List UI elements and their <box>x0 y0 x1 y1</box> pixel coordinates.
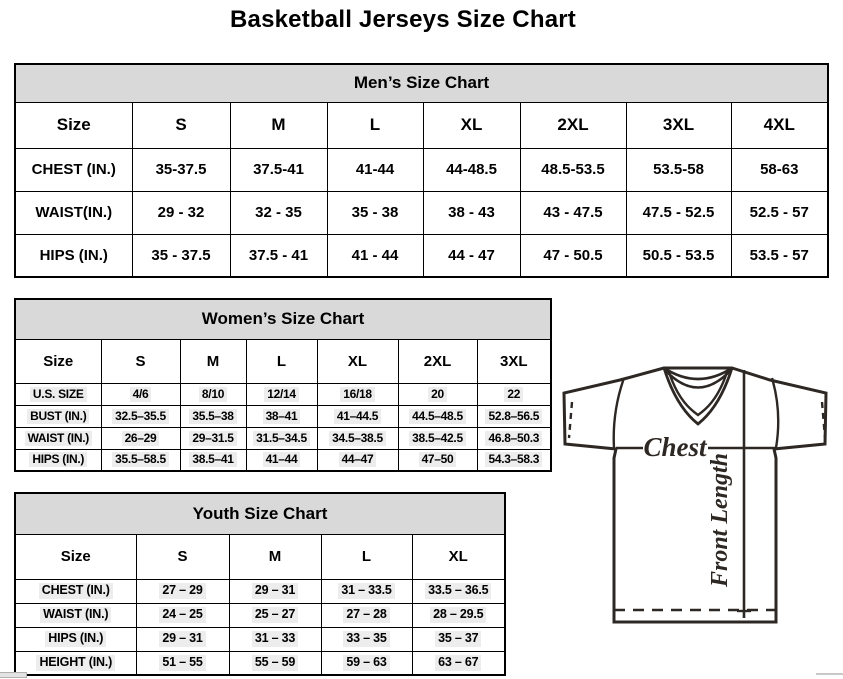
cell: 25 – 27 <box>252 607 298 623</box>
cell: 35 - 38 <box>327 191 423 234</box>
column-header: 4XL <box>731 102 828 148</box>
cell: 22 <box>504 387 523 402</box>
cell: 38.5–42.5 <box>409 431 466 446</box>
table-row <box>15 579 505 603</box>
column-header: XL <box>317 339 398 383</box>
row-label: CHEST (IN.) <box>39 583 113 599</box>
cell: 35 – 37 <box>435 631 481 647</box>
armhole-seam-right <box>772 378 778 448</box>
cell: 37.5-41 <box>230 148 327 191</box>
row-label: HEIGHT (IN.) <box>36 655 115 671</box>
table-row <box>15 383 551 405</box>
table-row <box>15 627 505 651</box>
cell: 47 - 50.5 <box>520 234 626 277</box>
table-row <box>15 534 505 579</box>
mens-size-table <box>14 63 829 278</box>
cell: 38 - 43 <box>423 191 520 234</box>
table-row <box>15 493 505 534</box>
cell: 47–50 <box>419 452 457 467</box>
cell: 41–44.5 <box>334 409 381 424</box>
row-label: U.S. SIZE <box>30 387 87 402</box>
table-row <box>15 234 828 277</box>
row-label: HIPS (IN.) <box>29 452 87 467</box>
column-header: S <box>136 534 229 579</box>
cell: 38.5–41 <box>189 452 236 467</box>
table-row <box>15 449 551 471</box>
column-header: 2XL <box>398 339 477 383</box>
table-row <box>15 148 828 191</box>
scrollbar-fragment-left[interactable] <box>0 672 27 678</box>
cell: 27 – 29 <box>159 583 205 599</box>
column-header: XL <box>412 534 505 579</box>
scrollbar-fragment-right[interactable] <box>816 673 843 675</box>
column-header-size: Size <box>15 534 136 579</box>
cell: 41-44 <box>327 148 423 191</box>
cuff-stitch-left <box>569 402 572 438</box>
cell: 12/14 <box>264 387 299 402</box>
cell: 31 – 33 <box>252 631 298 647</box>
table-row <box>15 102 828 148</box>
mens-chart-title: Men’s Size Chart <box>15 64 828 102</box>
cell: 35.5–38 <box>189 409 236 424</box>
table-row <box>15 603 505 627</box>
column-header-size: Size <box>15 102 132 148</box>
cell: 52.5 - 57 <box>731 191 828 234</box>
table-row <box>15 191 828 234</box>
cell: 59 – 63 <box>343 655 389 671</box>
row-label: WAIST (IN.) <box>25 431 92 446</box>
table-row <box>15 64 828 102</box>
cell: 26–29 <box>122 431 160 446</box>
column-header: S <box>101 339 180 383</box>
cell: 63 – 67 <box>435 655 481 671</box>
cell: 48.5-53.5 <box>520 148 626 191</box>
cell: 35-37.5 <box>132 148 230 191</box>
womens-size-table <box>14 298 552 472</box>
cell: 29 – 31 <box>159 631 205 647</box>
column-header-size: Size <box>15 339 101 383</box>
jersey-outline <box>564 368 826 622</box>
cell: 47.5 - 52.5 <box>626 191 731 234</box>
column-header: 2XL <box>520 102 626 148</box>
row-label: WAIST(IN.) <box>15 191 132 234</box>
column-header: M <box>180 339 246 383</box>
table-row <box>15 339 551 383</box>
cell: 29–31.5 <box>189 431 236 446</box>
column-header: L <box>246 339 317 383</box>
cell: 8/10 <box>199 387 227 402</box>
cell: 35 - 37.5 <box>132 234 230 277</box>
table-row <box>15 427 551 449</box>
cell: 41 - 44 <box>327 234 423 277</box>
jersey-measurement-diagram <box>556 360 838 652</box>
cell: 27 – 28 <box>343 607 389 623</box>
cell: 29 – 31 <box>252 583 298 599</box>
column-header: 3XL <box>477 339 551 383</box>
table-row <box>15 651 505 675</box>
cell: 33 – 35 <box>343 631 389 647</box>
cell: 38–41 <box>263 409 301 424</box>
cell: 44-48.5 <box>423 148 520 191</box>
row-label: WAIST (IN.) <box>40 607 111 623</box>
cell: 44 - 47 <box>423 234 520 277</box>
womens-chart-title: Women’s Size Chart <box>15 299 551 339</box>
cell: 46.8–50.3 <box>485 431 542 446</box>
cell: 32 - 35 <box>230 191 327 234</box>
column-header: L <box>321 534 412 579</box>
cell: 43 - 47.5 <box>520 191 626 234</box>
cell: 29 - 32 <box>132 191 230 234</box>
front-length-label: Front Length <box>707 452 733 588</box>
cell: 28 – 29.5 <box>430 607 486 623</box>
youth-chart-title: Youth Size Chart <box>15 493 505 534</box>
cell: 53.5 - 57 <box>731 234 828 277</box>
cell: 16/18 <box>340 387 375 402</box>
table-row <box>15 299 551 339</box>
cell: 35.5–58.5 <box>112 452 169 467</box>
cell: 33.5 – 36.5 <box>425 583 491 599</box>
cell: 41–44 <box>263 452 301 467</box>
column-header: M <box>229 534 321 579</box>
cell: 44–47 <box>339 452 377 467</box>
cell: 54.3–58.3 <box>485 452 542 467</box>
chest-label: Chest <box>643 432 707 462</box>
cell: 24 – 25 <box>159 607 205 623</box>
cell: 53.5-58 <box>626 148 731 191</box>
cell: 20 <box>428 387 447 402</box>
cell: 37.5 - 41 <box>230 234 327 277</box>
page-title: Basketball Jerseys Size Chart <box>230 6 576 33</box>
column-header: XL <box>423 102 520 148</box>
cell: 4/6 <box>130 387 152 402</box>
row-label: HIPS (IN.) <box>15 234 132 277</box>
cell: 31.5–34.5 <box>253 431 310 446</box>
cell: 34.5–38.5 <box>329 431 386 446</box>
cell: 50.5 - 53.5 <box>626 234 731 277</box>
row-label: HIPS (IN.) <box>45 631 106 647</box>
cell: 44.5–48.5 <box>409 409 466 424</box>
cell: 52.8–56.5 <box>485 409 542 424</box>
column-header: S <box>132 102 230 148</box>
column-header: M <box>230 102 327 148</box>
cell: 58-63 <box>731 148 828 191</box>
column-header: 3XL <box>626 102 731 148</box>
row-label: CHEST (IN.) <box>15 148 132 191</box>
cell: 55 – 59 <box>252 655 298 671</box>
table-row <box>15 405 551 427</box>
cell: 31 – 33.5 <box>338 583 394 599</box>
cell: 32.5–35.5 <box>112 409 169 424</box>
armhole-seam-left <box>614 378 624 448</box>
column-header: L <box>327 102 423 148</box>
youth-size-table <box>14 492 506 676</box>
cell: 51 – 55 <box>159 655 205 671</box>
row-label: BUST (IN.) <box>27 409 89 424</box>
